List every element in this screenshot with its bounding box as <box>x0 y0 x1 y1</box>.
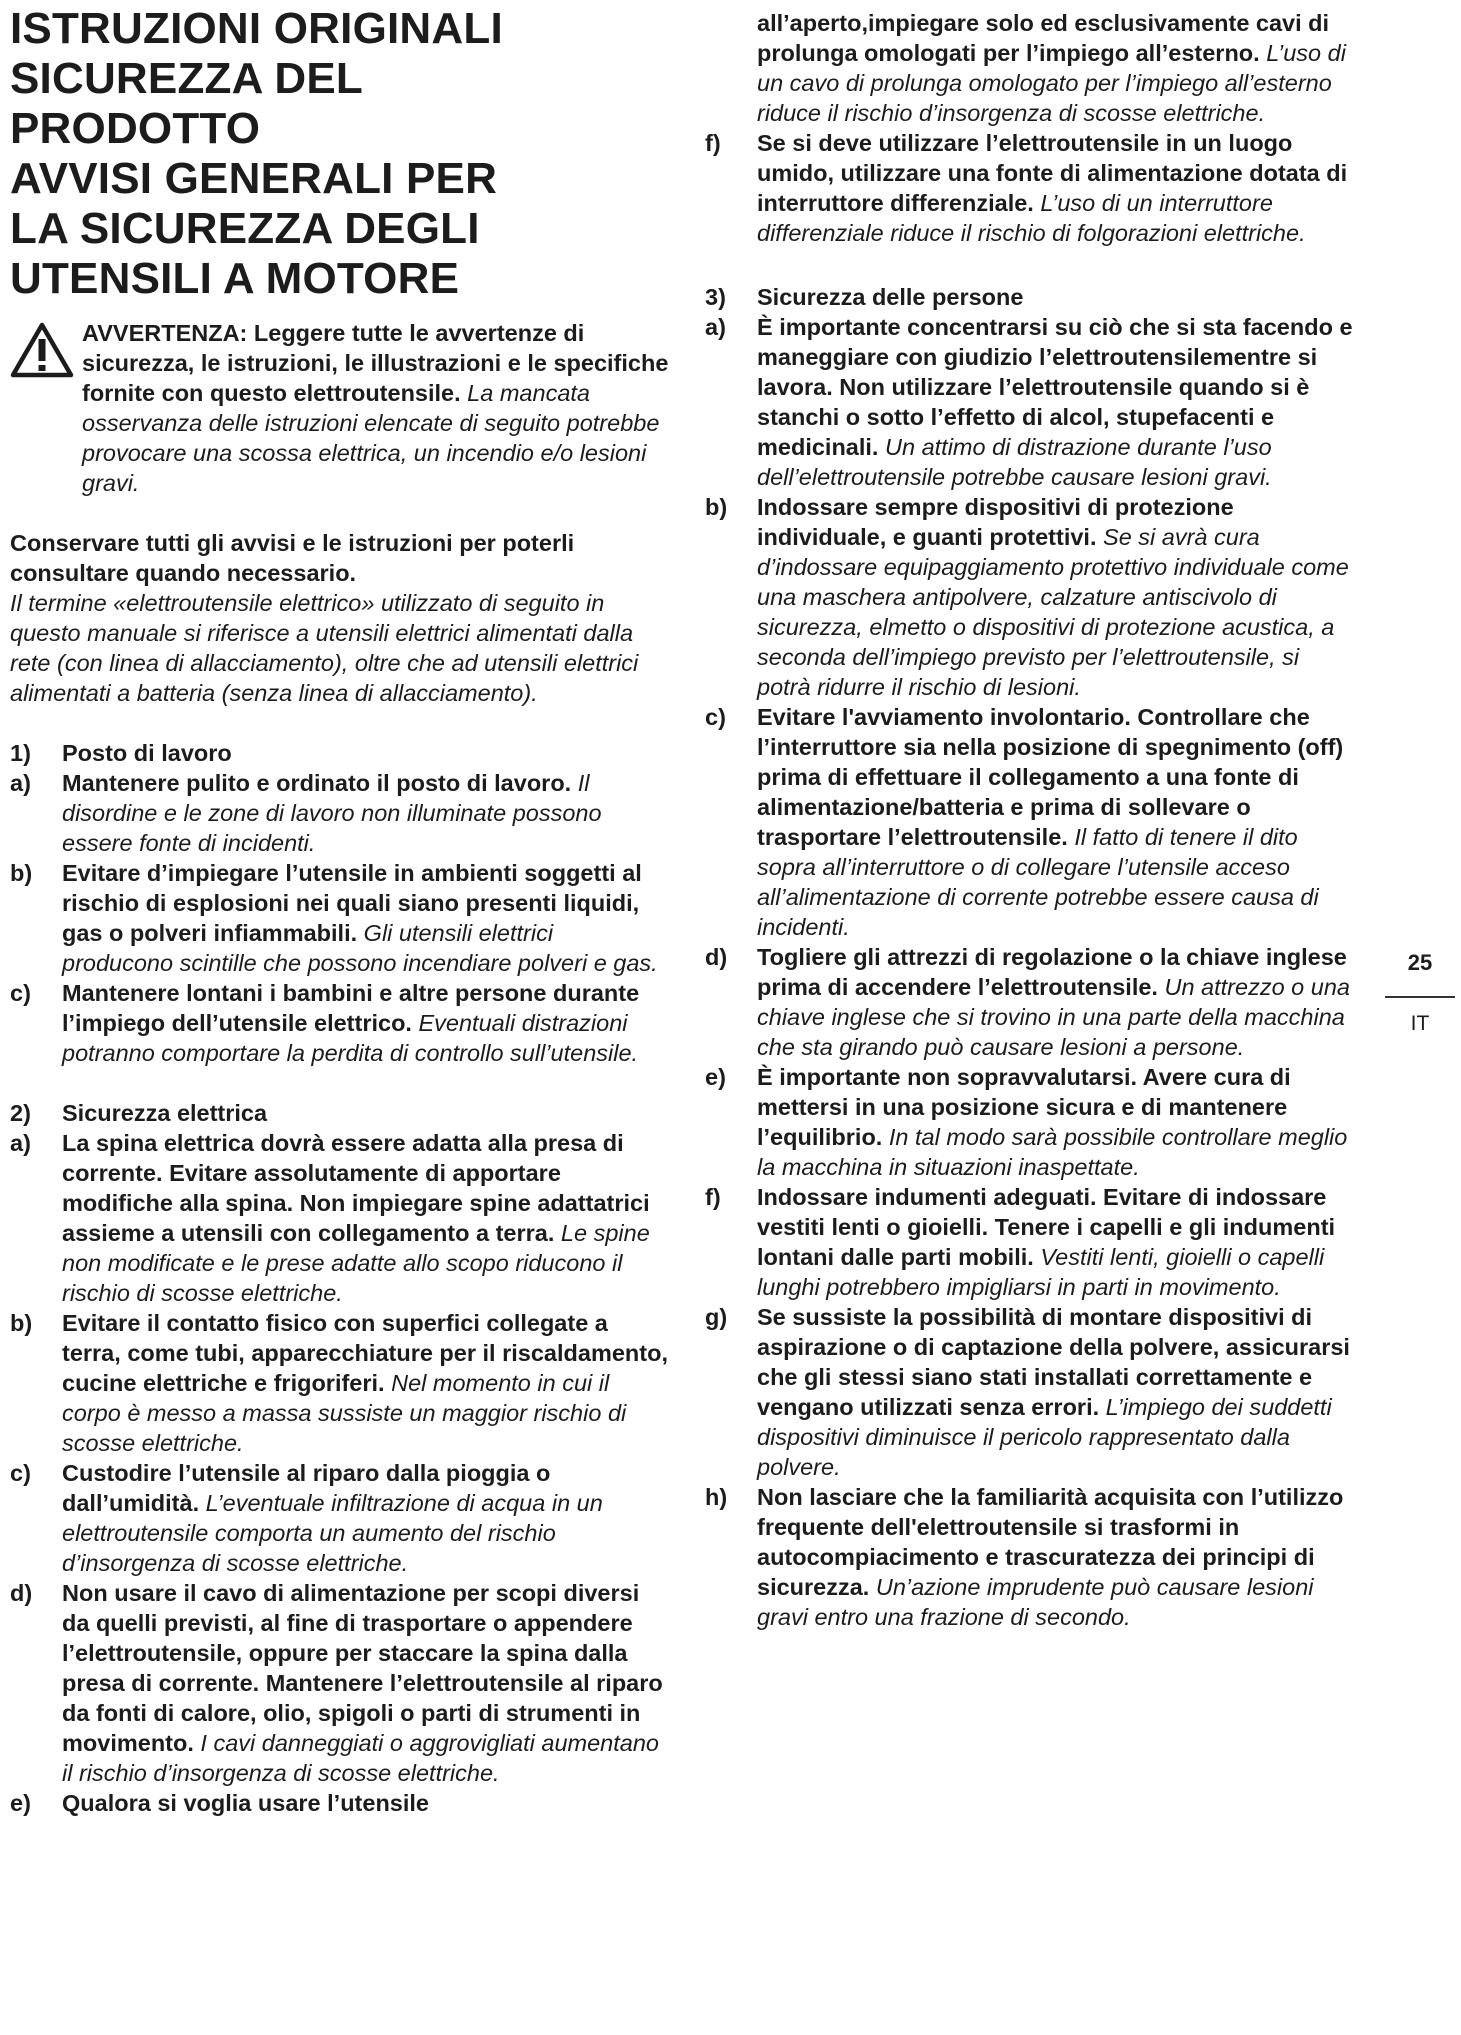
title-line: LA SICUREZZA DEGLI <box>10 204 480 253</box>
list-item: h) Non lasciare che la familiarità acquisita con l’utilizzo frequente dell'elettroutensile si trasformi in autocompiacimento e trascuratezza dei principi di sicurezza. Un’azione imprudente può causare lesioni gravi entro una frazione di secondo. <box>705 1484 1344 1630</box>
warning-italic: La mancata osservanza delle istruzioni elencate di seguito potrebbe provocare una scossa elettrica, un incendio e/o lesioni gravi. <box>82 380 660 496</box>
keep-instructions <box>10 528 670 708</box>
page-title <box>10 4 670 304</box>
list-item: b) Evitare d’impiegare l’utensile in ambienti soggetti al rischio di esplosioni nei quali siano presenti liquidi, gas o polveri infiammabili. Gli utensili elettrici producono scintille che possono incendiare polveri e gas. <box>10 860 658 976</box>
title-line: SICUREZZA DEL <box>10 54 363 103</box>
section-1 <box>10 738 670 1068</box>
left-column <box>10 4 670 1818</box>
title-line: UTENSILI A MOTORE <box>10 254 460 303</box>
list-item: g) Se sussiste la possibilità di montare dispositivi di aspirazione o di captazione della polvere, assicurarsi che gli stessi siano stati installati correttamente e vengano utilizzati senza errori. L’impiego dei suddetti dispositivi diminuisce il pericolo rappresentato dalla polvere. <box>705 1304 1350 1480</box>
section-heading: 2) Sicurezza elettrica <box>10 1100 268 1126</box>
page-divider <box>1385 996 1455 998</box>
page-number: 25 <box>1407 950 1433 975</box>
list-item: a) La spina elettrica dovrà essere adatta alla presa di corrente. Evitare assolutamente di apportare modifiche alla spina. Non impiegare spine adattatrici assieme a utensili con collegamento a terra. Le spine non modificate e le prese adatte allo scopo riducono il rischio di scosse elettriche. <box>10 1130 650 1306</box>
list-item: b) Indossare sempre dispositivi di protezione individuale, e guanti protettivi. Se si avrà cura d’indossare equipaggiamento protettivo individuale come una maschera antipolvere, calzature antiscivolo di sicurezza, elmetto o dispositivi di protezione acustica, a seconda dell’impiego previsto per l’elettroutensile, si potrà ridurre il rischio di lesioni. <box>705 494 1349 700</box>
warning-block <box>10 318 670 498</box>
list-item: e) È importante non sopravvalutarsi. Avere cura di mettersi in una posizione sicura e di mantenere l’equilibrio. In tal modo sarà possibile controllare meglio la macchina in situazioni inaspettate. <box>705 1064 1348 1180</box>
list-item: c) Evitare l'avviamento involontario. Controllare che l’interruttore sia nella posizione di spegnimento (off) prima di effettuare il collegamento a una fonte di alimentazione/batteria e prima di sollevare o trasportare l’elettroutensile. Il fatto di tenere il dito sopra all’interruttore o di collegare l’utensile acceso all’alimentazione di corrente potrebbe essere causa di incidenti. <box>705 704 1344 940</box>
keep-italic: Il termine «elettroutensile elettrico» utilizzato di seguito in questo manuale si riferisce a utensili elettrici alimentati dalla rete (con linea di allacciamento), oltre che ad utensili elettrici alimentati a batteria (senza linea di allacciamento). <box>10 590 639 706</box>
section-heading: 3) Sicurezza delle persone <box>705 284 1024 310</box>
warning-bold: AVVERTENZA: Leggere tutte le avvertenze di sicurezza, le istruzioni, le illustrazioni e le specifiche fornite con questo elettroutensile. <box>82 320 669 406</box>
list-item: d) Non usare il cavo di alimentazione per scopi diversi da quelli previsti, al fine di trasportare o appendere l’elettroutensile, oppure per staccare la spina dalla presa di corrente. Mantenere l’elettroutensile al riparo da fonti di calore, olio, spigoli o parti di strumenti in movimento. I cavi danneggiati o aggrovigliati aumentano il rischio d’insorgenza di scosse elettriche. <box>10 1580 663 1786</box>
list-item-continued: all’aperto,impiegare solo ed esclusivamente cavi di prolunga omologati per l’impiego all’esterno. L’uso di un cavo di prolunga omologato per l’impiego all’esterno riduce il rischio d’insorgenza di scosse elettriche. <box>757 10 1346 126</box>
right-column <box>705 8 1355 1632</box>
list-item: b) Evitare il contatto fisico con superfici collegate a terra, come tubi, apparecchiature per il riscaldamento, cucine elettriche e frigoriferi. Nel momento in cui il corpo è messo a massa sussiste un maggior rischio di scosse elettriche. <box>10 1310 668 1456</box>
section-3 <box>705 282 1355 1632</box>
list-item: f) Se si deve utilizzare l’elettroutensile in un luogo umido, utilizzare una fonte di alimentazione dotata di interruttore differenziale. L’uso di un interruttore differenziale riduce il rischio di folgorazioni elettriche. <box>705 130 1348 246</box>
list-item: d) Togliere gli attrezzi di regolazione o la chiave inglese prima di accendere l’elettroutensile. Un attrezzo o una chiave inglese che si trovino in una parte della macchina che sta girando può causare lesioni a persone. <box>705 944 1350 1060</box>
list-item: f) Indossare indumenti adeguati. Evitare di indossare vestiti lenti o gioielli. Tenere i capelli e gli indumenti lontani dalle parti mobili. Vestiti lenti, gioielli o capelli lunghi potrebbero impigliarsi in parti in movimento. <box>705 1184 1336 1300</box>
title-line: ISTRUZIONI ORIGINALI <box>10 4 503 53</box>
title-line: AVVISI GENERALI PER <box>10 154 498 203</box>
warning-triangle-icon <box>10 322 74 378</box>
language-code: IT <box>1410 1012 1430 1035</box>
list-item: e) Qualora si voglia usare l’utensile <box>10 1790 429 1816</box>
section-heading: 1) Posto di lavoro <box>10 740 232 766</box>
keep-bold: Conservare tutti gli avvisi e le istruzioni per poterli consultare quando necessario. <box>10 530 575 586</box>
list-item: c) Mantenere lontani i bambini e altre persone durante l’impiego dell’utensile elettrico. Eventuali distrazioni potranno comportare la perdita di controllo sull’utensile. <box>10 980 640 1066</box>
list-item: a) È importante concentrarsi su ciò che si sta facendo e maneggiare con giudizio l’elettroutensilementre si lavora. Non utilizzare l’elettroutensile quando si è stanchi o sotto l’effetto di alcol, stupefacenti e medicinali. Un attimo di distrazione durante l’uso dell’elettroutensile potrebbe causare lesioni gravi. <box>705 314 1353 490</box>
list-item: a) Mantenere pulito e ordinato il posto di lavoro. Il disordine e le zone di lavoro non illuminate possono essere fonte di incidenti. <box>10 770 602 856</box>
title-line: PRODOTTO <box>10 104 261 153</box>
section-2 <box>10 1098 670 1818</box>
section-2-continued <box>705 8 1355 248</box>
list-item: c) Custodire l’utensile al riparo dalla pioggia o dall’umidità. L’eventuale infiltrazione di acqua in un elettroutensile comporta un aumento del rischio d’insorgenza di scosse elettriche. <box>10 1460 603 1576</box>
